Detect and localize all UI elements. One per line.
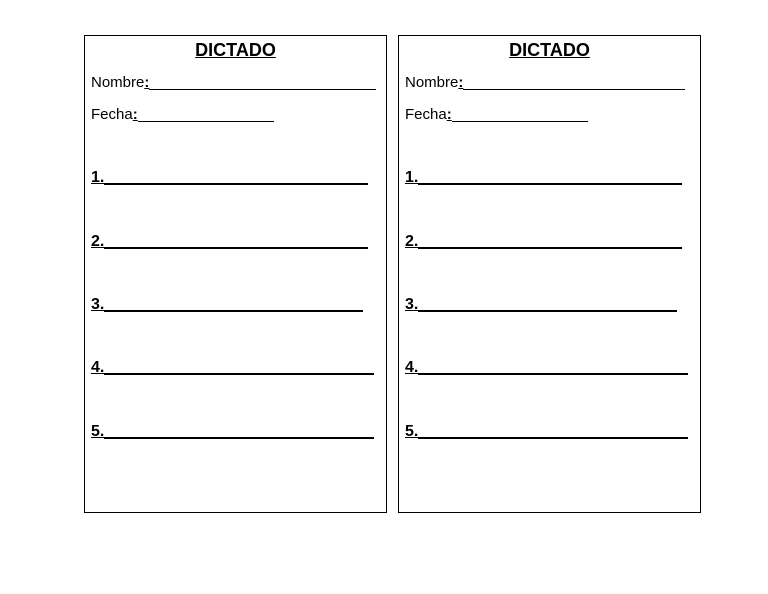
fecha-blank-line[interactable] bbox=[138, 109, 274, 122]
card-title: DICTADO bbox=[509, 40, 590, 60]
dictation-item-3 bbox=[405, 296, 677, 314]
item-number: 2. bbox=[91, 233, 105, 250]
dictation-item-4 bbox=[91, 359, 374, 377]
answer-line[interactable] bbox=[104, 235, 368, 249]
nombre-blank-line[interactable] bbox=[149, 77, 376, 90]
card-title: DICTADO bbox=[195, 40, 276, 60]
item-number: 1. bbox=[405, 169, 419, 186]
item-number: 5. bbox=[405, 423, 419, 440]
item-number: 1. bbox=[91, 169, 105, 186]
item-number: 3. bbox=[91, 296, 105, 313]
item-number: 4. bbox=[91, 359, 105, 376]
fecha-blank-line[interactable] bbox=[452, 109, 588, 122]
dictado-card-left bbox=[84, 35, 387, 513]
item-number: 4. bbox=[405, 359, 419, 376]
fecha-label: Fecha bbox=[91, 106, 133, 123]
nombre-blank-line[interactable] bbox=[463, 77, 685, 90]
dictation-item-2 bbox=[405, 233, 682, 251]
nombre-colon: : bbox=[144, 74, 150, 91]
dictation-item-4 bbox=[405, 359, 688, 377]
dictado-card-right bbox=[398, 35, 701, 513]
fecha-colon: : bbox=[132, 106, 138, 123]
fecha-field bbox=[405, 106, 588, 124]
dictation-item-5 bbox=[405, 423, 688, 441]
answer-line[interactable] bbox=[418, 171, 682, 185]
answer-line[interactable] bbox=[418, 298, 677, 312]
nombre-field bbox=[405, 74, 685, 92]
answer-line[interactable] bbox=[104, 361, 374, 375]
nombre-label: Nombre bbox=[405, 74, 459, 91]
fecha-field bbox=[91, 106, 274, 124]
nombre-colon: : bbox=[458, 74, 464, 91]
fecha-colon: : bbox=[446, 106, 452, 123]
answer-line[interactable] bbox=[418, 425, 688, 439]
answer-line[interactable] bbox=[104, 425, 374, 439]
dictation-item-2 bbox=[91, 233, 368, 251]
dictation-item-1 bbox=[405, 169, 682, 187]
nombre-field bbox=[91, 74, 376, 92]
dictation-item-3 bbox=[91, 296, 363, 314]
dictation-item-1 bbox=[91, 169, 368, 187]
item-number: 2. bbox=[405, 233, 419, 250]
item-number: 5. bbox=[91, 423, 105, 440]
item-number: 3. bbox=[405, 296, 419, 313]
answer-line[interactable] bbox=[418, 361, 688, 375]
dictation-item-5 bbox=[91, 423, 374, 441]
nombre-label: Nombre bbox=[91, 74, 145, 91]
answer-line[interactable] bbox=[104, 171, 368, 185]
fecha-label: Fecha bbox=[405, 106, 447, 123]
answer-line[interactable] bbox=[104, 298, 363, 312]
answer-line[interactable] bbox=[418, 235, 682, 249]
